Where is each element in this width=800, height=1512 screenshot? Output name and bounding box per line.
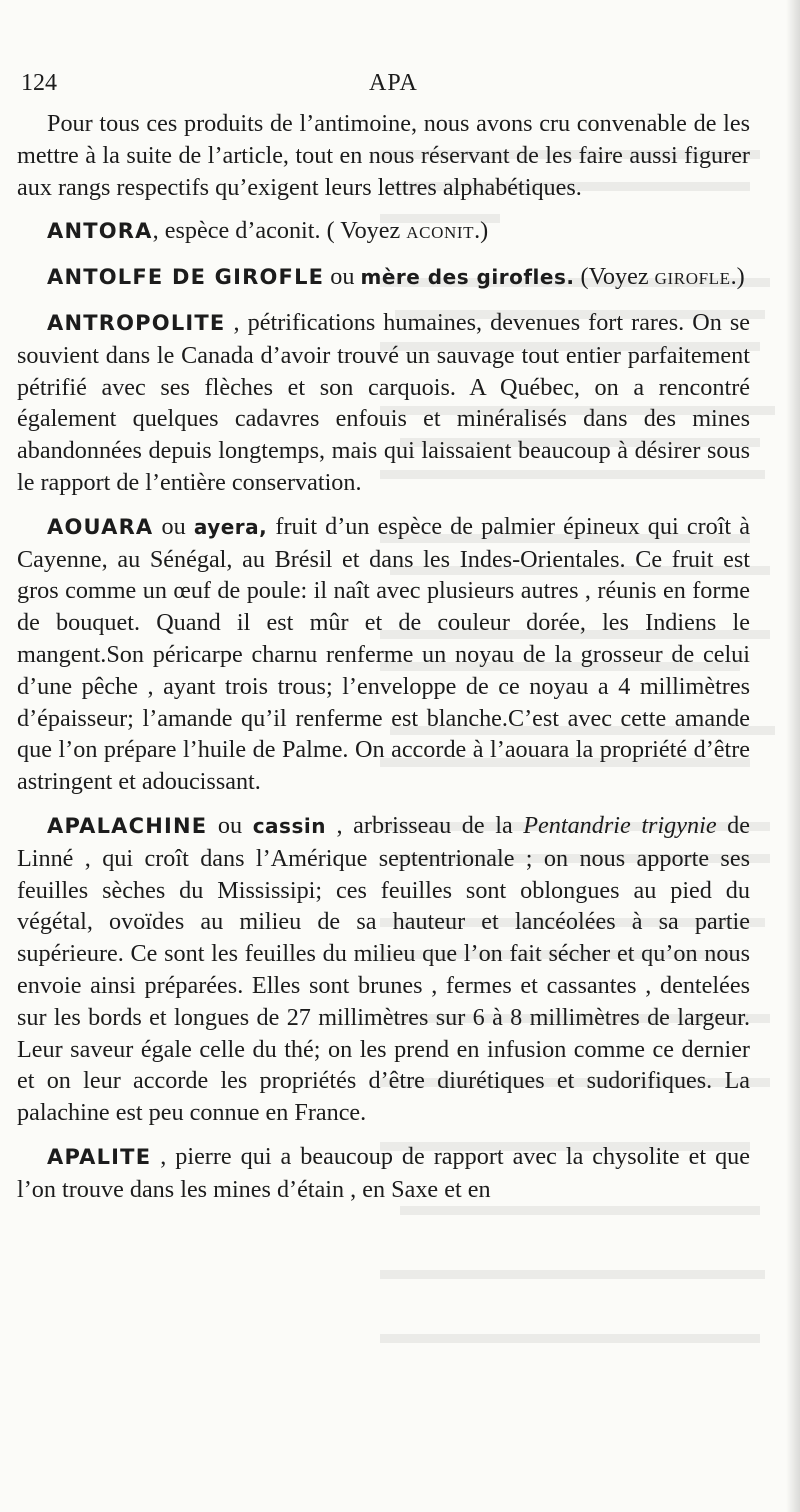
entry-antolfe-ref: GIROFLE [654, 269, 731, 289]
entry-antolfe-text-b: .) [730, 263, 745, 291]
entry-aouara-connector: ou [153, 512, 194, 540]
entry-antolfe [17, 261, 750, 295]
entry-antora [17, 215, 750, 249]
entry-apalite [17, 1141, 750, 1206]
running-head: APA [369, 70, 418, 96]
page-number: 124 [21, 70, 57, 96]
entry-apalachine [17, 810, 750, 1129]
entry-apalachine-connector: ou [207, 811, 253, 839]
page-header [17, 64, 783, 104]
entry-apalachine-text-b: de Linné , qui croît dans l’Amérique septentrionale ; on nous apporte ses feuilles sèches du Mississipi; ces feuilles sont oblongues au pied du végétal, ovoïdes au milieu de sa hauteur et lancéolées à sa partie supérieure. Ce sont les feuilles du milieu que l’on fait sécher et qu’on nous envoie ainsi préparées. Elles sont brunes , fermes et cassantes , dentelées sur les bords et longues de 27 millimètres sur 6 à 8 millimètres de largeur. Leur saveur égale celle du thé; on les prend en infusion comme ce dernier et on leur accorde les propriétés d’être diurétiques et sudorifiques. La palachine est peu connue en France. [17, 811, 750, 1127]
headword-apalachine: APALACHINE [47, 813, 208, 838]
entry-antora-ref: ACONIT [406, 223, 475, 243]
page-edge-shadow [786, 0, 800, 1512]
entry-antolfe-connector: ou [324, 263, 361, 291]
entry-antolfe-text-a: (Voyez [574, 263, 655, 291]
entry-apalite-text: , pierre qui a beaucoup de rapport avec la chysolite et que l’on trouve dans les mines d’étain , en Saxe et en [17, 1142, 750, 1203]
body-text [17, 108, 750, 1206]
headword-apalite: APALITE [47, 1144, 152, 1169]
entry-aouara-text: fruit d’un espèce de palmier épineux qui croît à Cayenne, au Sénégal, au Brésil et dans les Indes-Orientales. Ce fruit est gros comme un œuf de poule: il naît avec plusieurs autres , réunis en forme de bouquet. Quand il est mûr et de couleur dorée, les Indiens le mangent.Son péricarpe charnu renferme un noyau de la grosseur de celui d’une pêche , ayant trois trous; l’enveloppe de ce noyau a 4 millimètres d’épaisseur; l’amande qu’il renferme est blanche.C’est avec cette amande que l’on prépare l’huile de Palme. On accorde à l’aouara la propriété d’être astringent et adoucissant. [17, 512, 751, 796]
headword-antolfe: ANTOLFE DE GIROFLE [47, 265, 325, 290]
entry-aouara [17, 511, 750, 798]
headword-antora: ANTORA [47, 219, 153, 244]
entry-apalachine-italic: Pentandrie trigynie [523, 811, 717, 839]
alt-headword-antolfe: mère des girofles. [360, 265, 575, 290]
entry-antropolite [17, 307, 750, 499]
entry-antropolite-text: , pétrifications humaines, devenues fort rares. On se souvient dans le Canada d’avoir trouvé un sauvage tout entier parfaitement pétrifié avec ses flèches et son carquois. A Québec, on a rencontré également quelques cadavres enfouis et minéralisés dans des mines abandonnées depuis longtemps, mais qui laissaient beaucoup à désirer sous le rapport de l’entière conservation. [17, 308, 750, 496]
entry-antora-text-b: .) [474, 217, 489, 245]
alt-headword-aouara: ayera, [193, 514, 268, 539]
entry-apalachine-text-a: , arbrisseau de la [325, 811, 524, 839]
headword-aouara: AOUARA [47, 514, 154, 539]
headword-antropolite: ANTROPOLITE [47, 310, 226, 335]
entry-antora-text-a: , espèce d’aconit. ( Voyez [152, 217, 407, 245]
alt-headword-apalachine: cassin [252, 813, 326, 838]
intro-text: Pour tous ces produits de l’antimoine, nous avons cru convenable de les mettre à la suite de l’article, tout en nous réservant de les faire aussi figurer aux rangs respectifs qu’exigent leurs lettres alphabétiques. [17, 110, 750, 201]
intro-paragraph [17, 108, 750, 203]
